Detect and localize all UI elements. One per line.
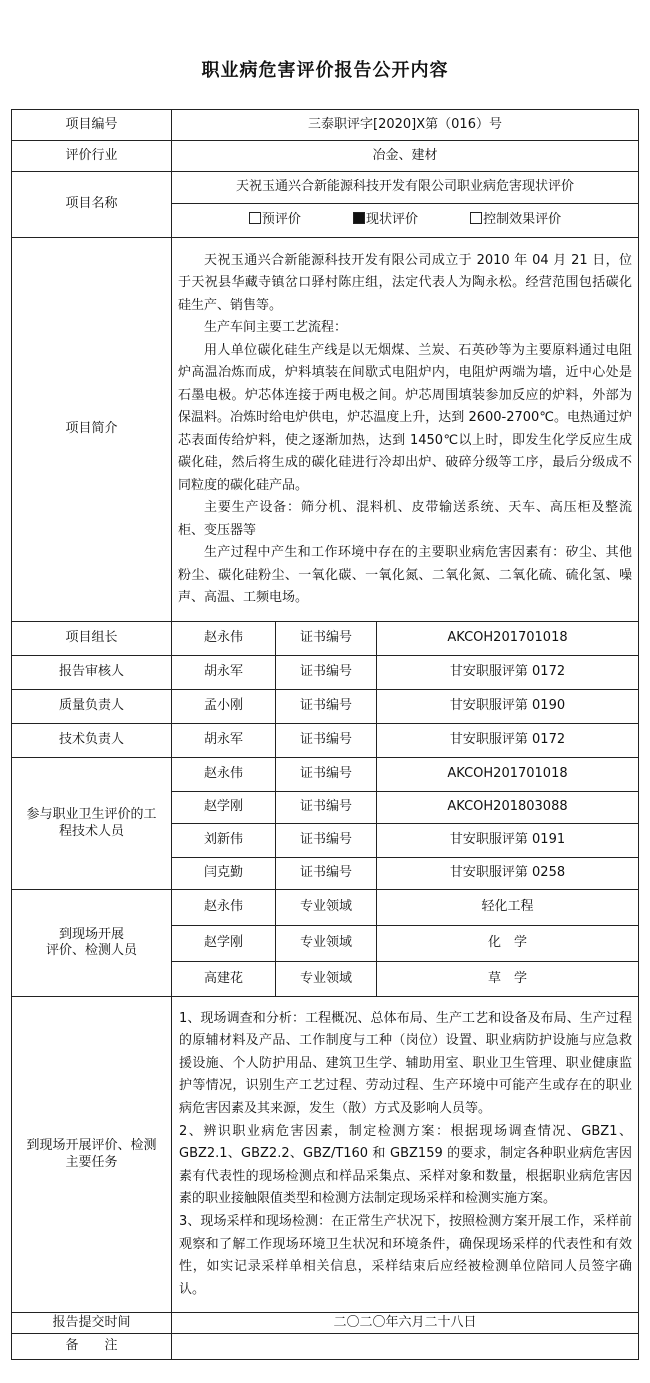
remark-value (172, 1334, 639, 1360)
row-remark (12, 1334, 639, 1360)
intro-paragraph: 主要生产设备：筛分机、混料机、皮带输送系统、天车、高压柜及整流柜、变压器等 (178, 500, 633, 538)
page-title: 职业病危害评价报告公开内容 (201, 60, 449, 81)
leader-name: 赵永伟 (172, 622, 276, 656)
technical-cert-label: 证书编号 (276, 724, 377, 758)
project-no-value: 三泰职评字[2020]X第（016）号 (172, 110, 639, 141)
quality-cert: 甘安职服评第 0190 (377, 690, 639, 724)
quality-name: 孟小刚 (172, 690, 276, 724)
field-staff-field: 轻化工程 (377, 890, 639, 926)
intro-paragraph: 生产过程中产生和工作环境中存在的主要职业病危害因素有：矽尘、其他粉尘、碳化硅粉尘、一氧化碳、一氧化氮、二氧化氮、二氧化硫、硫化氢、噪声、高温、工频电场。 (178, 545, 633, 605)
engineer-cert-label: 证书编号 (276, 792, 377, 824)
engineer-name: 赵永伟 (172, 758, 276, 792)
tasks-label: 到现场开展评价、检测主要任务 (12, 997, 172, 1313)
intro-paragraph: 生产车间主要工艺流程： (204, 320, 348, 335)
row-technical (12, 724, 639, 758)
engineers-label: 参与职业卫生评价的工程技术人员 (12, 758, 172, 890)
engineer-name: 闫克勤 (172, 858, 276, 890)
project-name-label: 项目名称 (12, 172, 172, 238)
reviewer-name: 胡永军 (172, 656, 276, 690)
engineer-name: 刘新伟 (172, 824, 276, 858)
tasks-content (172, 997, 639, 1313)
row-leader (12, 622, 639, 656)
field-staff-name: 赵学刚 (172, 926, 276, 962)
submit-label: 报告提交时间 (12, 1313, 172, 1334)
technical-label: 技术负责人 (12, 724, 172, 758)
field-staff-label-line1: 到现场开展 (58, 926, 124, 942)
engineer-cert-label: 证书编号 (276, 858, 377, 890)
industry-label: 评价行业 (12, 141, 172, 172)
project-no-label: 项目编号 (12, 110, 172, 141)
field-staff-name: 赵永伟 (172, 890, 276, 926)
engineer-cert-label: 证书编号 (276, 758, 377, 792)
leader-label: 项目组长 (12, 622, 172, 656)
leader-cert-label: 证书编号 (276, 622, 377, 656)
task-paragraph: 1、现场调查和分析：工程概况、总体布局、生产工艺和设备及布局、生产过程的原辅材料及产品、工作制度与工种（岗位）设置、职业病防护设施与应急救援设施、个人防护用品、建筑卫生学、辅助用室、职业卫生管理、职业健康监护等情况，识别生产工艺过程、劳动过程、生产环境中可能产生或存在的职业病危害因素及其来源，发生（散）方式及影响人员等。 (179, 1010, 633, 1117)
industry-value: 冶金、建材 (172, 141, 639, 172)
option-status-eval: 现状评价 (353, 212, 418, 227)
row-project-name (12, 172, 639, 204)
field-staff-label-line2: 评价、检测人员 (45, 943, 137, 958)
row-industry (12, 141, 639, 172)
eval-type-options (172, 204, 639, 238)
field-staff-label (12, 890, 172, 997)
intro-label: 项目简介 (12, 238, 172, 622)
project-name-value: 天祝玉通兴合新能源科技开发有限公司职业病危害现状评价 (172, 172, 639, 204)
field-staff-field-label: 专业领域 (276, 962, 377, 997)
field-staff-field: 化 学 (377, 926, 639, 962)
field-staff-name: 高建花 (172, 962, 276, 997)
engineer-cert: 甘安职服评第 0258 (377, 858, 639, 890)
engineer-cert-label: 证书编号 (276, 824, 377, 858)
row-engineer (12, 758, 639, 792)
row-field-staff (12, 890, 639, 926)
technical-cert: 甘安职服评第 0172 (377, 724, 639, 758)
row-tasks (12, 997, 639, 1313)
intro-content (172, 238, 639, 622)
task-paragraph: 2、辨识职业病危害因素，制定检测方案：根据现场调查情况、GBZ1、GBZ2.1、GBZ2.2、GBZ/T160 和 GBZ159 的要求，制定各种职业病危害因素有代表性的现场检测点和样品采集点、采样对象和数量，根据职业病危害因素的职业接触限值类型和检测方法制定现场采样和检测实施方案。 (179, 1123, 633, 1207)
field-staff-field-label: 专业领域 (276, 926, 377, 962)
submit-value: 二〇二〇年六月二十八日 (172, 1313, 639, 1334)
technical-name: 胡永军 (172, 724, 276, 758)
engineer-cert: 甘安职服评第 0191 (377, 824, 639, 858)
row-reviewer (12, 656, 639, 690)
reviewer-label: 报告审核人 (12, 656, 172, 690)
engineer-name: 赵学刚 (172, 792, 276, 824)
field-staff-field-label: 专业领域 (276, 890, 377, 926)
checkbox-control-eval (470, 212, 482, 224)
row-project-no (12, 110, 639, 141)
row-quality (12, 690, 639, 724)
intro-paragraph: 用人单位碳化硅生产线是以无烟煤、兰炭、石英砂等为主要原料通过电阻炉高温冶炼而成，炉料填装在间歇式电阻炉内，电阻炉两端为墙，近中心处是石墨电极。炉芯体连接于两电极之间。炉芯周围填装参加反应的炉料，外部为保温料。冶炼时给电炉供电，炉芯温度上升，达到 2600-2700℃。电热通过炉芯表面传给炉料，使之逐渐加热，达到 1450℃以上时，即发生化学反应生成碳化硅，然后将生成的碳化硅进行冷却出炉、破碎分级等工序，最后分级成不同粒度的碳化硅产品。 (178, 342, 633, 493)
row-intro (12, 238, 639, 622)
reviewer-cert: 甘安职服评第 0172 (377, 656, 639, 690)
option-pre-eval: 预评价 (249, 212, 301, 227)
engineer-cert: AKCOH201701018 (377, 758, 639, 792)
checkbox-pre-eval (249, 212, 261, 224)
checkbox-status-eval (353, 212, 365, 224)
field-staff-field: 草 学 (377, 962, 639, 997)
intro-paragraph: 天祝玉通兴合新能源科技开发有限公司成立于 2010 年 04 月 21 日，位于天祝县华藏寺镇岔口驿村陈庄组，法定代表人为陶永松。经营范围包括碳化硅生产、销售等。 (178, 252, 633, 313)
option-control-eval: 控制效果评价 (470, 212, 561, 227)
quality-cert-label: 证书编号 (276, 690, 377, 724)
reviewer-cert-label: 证书编号 (276, 656, 377, 690)
remark-label: 备 注 (12, 1334, 172, 1360)
engineer-cert: AKCOH201803088 (377, 792, 639, 824)
report-table (11, 109, 639, 1360)
quality-label: 质量负责人 (12, 690, 172, 724)
leader-cert: AKCOH201701018 (377, 622, 639, 656)
row-submit (12, 1313, 639, 1334)
task-paragraph: 3、现场采样和现场检测：在正常生产状况下，按照检测方案开展工作，采样前观察和了解工作现场环境卫生状况和环境条件，确保现场采样的代表性和有效性，如实记录采样单相关信息，采样结束后应经被检测单位陪同人员签字确认。 (179, 1213, 633, 1297)
